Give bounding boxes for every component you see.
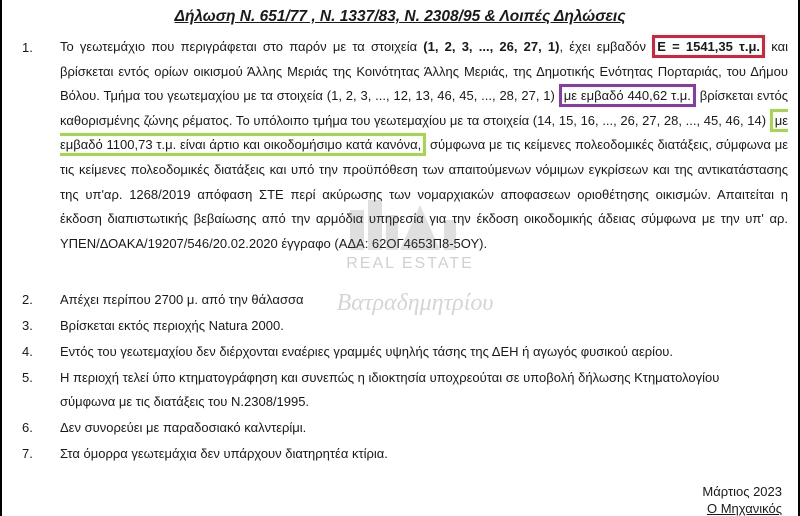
item-6-text: Δεν συνορεύει με παραδοσιακό καλντερίμι. (60, 420, 307, 435)
page-border-left (0, 0, 2, 516)
signature-engineer: Ο Μηχανικός (707, 501, 782, 516)
item-1-text-3: και βρίσκεται εντός ορίων οικισμού Άλλης Μεριάς της Κοινότητας Άλλης Μεριάς, της Δημοτικής Ενότητας Πορταριάς, του Δήμου Βόλου. Τμήμα του γεωτεμαχίου με τα στοιχεία (1, 2, 3, ..., 12, 13, 46, 45, ..., 28, 27, 1) (60, 39, 788, 104)
item-1-text-2: , έχει εμβαδόν (559, 39, 653, 54)
item-1-paragraph (60, 35, 788, 256)
item-3-text: Βρίσκεται εκτός περιοχής Natura 2000. (60, 318, 284, 333)
item-number-7: 7. (22, 446, 33, 461)
item-number-6: 6. (22, 420, 33, 435)
total-area-highlight: Ε = 1541,35 τ.μ. (652, 35, 765, 58)
stream-area-highlight: με εμβαδό 440,62 τ.μ. (559, 84, 696, 107)
item-number-5: 5. (22, 370, 33, 385)
item-7-text: Στα όμορρα γεωτεμάχια δεν υπάρχουν διατηρητέα κτίρια. (60, 446, 388, 461)
item-5-text-line-2: σύμφωνα με τις διατάξεις του Ν.2308/1995. (60, 394, 310, 409)
item-1-text-4: βρίσκεται εντός καθορισμένης ζώνης ρέματος. Το υπόλοιπο τμήμα του γεωτεμαχίου με τα στοιχεία (14, 15, 16, ..., 26, 27, 28, ..., 45, 46, 14) (60, 88, 788, 128)
document-title: Δήλωση Ν. 651/77 , Ν. 1337/83, Ν. 2308/95 & Λοιπές Δηλώσεις (174, 8, 626, 25)
watermark-brand-text: REAL ESTATE (346, 255, 474, 272)
item-2-text: Απέχει περίπου 2700 μ. από την θάλασσα (60, 292, 304, 307)
signature-date: Μάρτιος 2023 (702, 484, 782, 499)
item-4-text: Εντός του γεωτεμαχίου δεν διέρχονται εναέριες γραμμές υψηλής τάσης της ΔΕΗ ή αγωγός φυσικού αερίου. (60, 344, 674, 359)
item-number-4: 4. (22, 344, 33, 359)
item-number-3: 3. (22, 318, 33, 333)
item-number-2: 2. (22, 292, 33, 307)
item-1-points: (1, 2, 3, ..., 26, 27, 1) (423, 39, 560, 54)
item-5-text-line-1: Η περιοχή τελεί ύπο κτηματογράφηση και συνεπώς η ιδιοκτησία υποχρεούται σε υποβολή δήλωσης Κτηματολογίου (60, 370, 720, 385)
watermark-script-text: Βατραδημητρίου (336, 290, 494, 316)
item-number-1: 1. (22, 40, 33, 55)
item-1-text: Το γεωτεμάχιο που περιγράφεται στο παρόν με τα στοιχεία (60, 39, 424, 54)
item-1-text-5: σύμφωνα με τις κείμενες πολεοδομικές διατάξεις, σύμφωνα με τις κείμενες πολεοδομικές διατάξεις και υπό την προϋπόθεση των απαιτούμενων νόμιμων εγκρίσεων και της αντικατάστασης της υπ'αρ. 1268/2019 απόφαση ΣΤΕ περί ακύρωσης των νομαρχιακών αποφασεων οριοθέτησης οικισμών. Απαιτείται η έκδοση διαπιστωτικής βεβαίωσης από την αρμόδια υπηρεσία για την έκδοση οικοδομικής άδειας σύμφωνα με την υπ' αρ. ΥΠΕΝ/ΔΟΑΚΑ/19207/546/20.02.2020 έγγραφο (ΑΔΑ: 62ΟΓ4653Π8-5ΟΥ). (60, 137, 788, 251)
buildable-area-highlight: με εμβαδό 1100,73 τ.μ. είναι άρτιο και οικοδομήσιμο κατά κανόνα, (60, 109, 788, 157)
